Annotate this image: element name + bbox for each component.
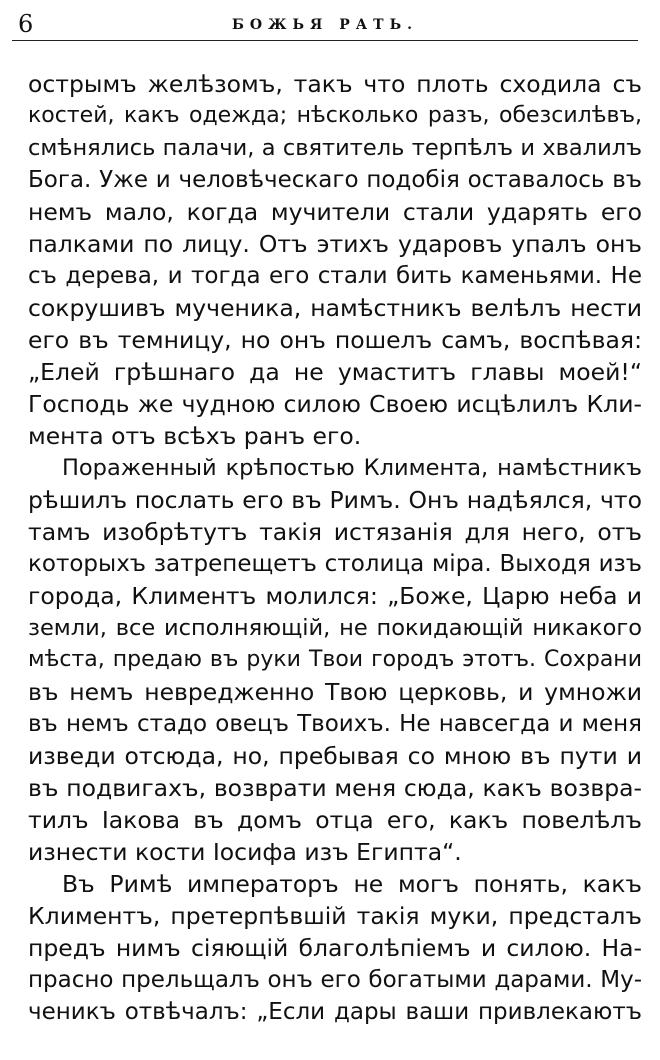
text-line: острымъ желѣзомъ, такъ что плоть сходила съ: [28, 70, 642, 98]
text-line: въ немъ невредженно Твою церковь, и умножи: [28, 678, 642, 706]
text-line: палками по лицу. Отъ этихъ ударовъ упалъ онъ: [28, 230, 642, 258]
text-line: изнести кости Іосифа изъ Египта“.: [28, 838, 462, 866]
text-line: Господь же чудною силою Своею исцѣлилъ Кли-: [28, 390, 642, 418]
text-line: земли, все исполняющій, не покидающій никакого: [28, 615, 642, 641]
text-line: Бога. Уже и человѣческаго подобія оставалось въ: [28, 167, 642, 193]
text-line: предъ нимъ сіяющій благолѣпіемъ и силою. На-: [28, 934, 642, 962]
text-line: изведи отсюда, но, пребывая со мною въ пути и: [28, 742, 642, 770]
text-line: которыхъ затрепещетъ столица міра. Выходя изъ: [28, 551, 642, 577]
page-number: 6: [18, 10, 34, 38]
text-line: сокрушивъ мученика, намѣстникъ велѣлъ нести: [28, 294, 642, 322]
header-rule: [12, 40, 638, 41]
text-line: мѣста, предаю въ руки Твои городъ этотъ. Сохрани: [28, 647, 642, 672]
text-line: съ дерева, и тогда его стали бить каменьями. Не: [28, 263, 642, 289]
text-line: Пораженный крѣпостью Климента, намѣстникъ: [62, 455, 642, 481]
text-line: рѣшилъ послать его въ Римъ. Онъ надѣялся, что: [28, 486, 642, 514]
running-head: БОЖЬЯ РАТЬ.: [231, 17, 419, 33]
text-line: Въ Римѣ императоръ не могъ понять, какъ: [62, 870, 642, 898]
text-line: „Елей грѣшнаго да не умаститъ главы моей!“: [28, 358, 642, 386]
text-line: Климентъ, претерпѣвшій такія муки, предсталъ: [28, 902, 642, 930]
text-line: мента отъ всѣхъ ранъ его.: [28, 422, 362, 450]
body-text: [28, 68, 642, 1028]
text-line: его въ темницу, но онъ пошелъ самъ, воспѣвая:: [28, 326, 642, 354]
text-line: въ немъ стадо овецъ Твоихъ. Не навсегда и меня: [28, 711, 642, 737]
text-line: тамъ изобрѣтутъ такія истязанія для него, отъ: [28, 518, 642, 546]
text-line: въ подвигахъ, возврати меня сюда, какъ возвра-: [28, 774, 642, 802]
text-line: прасно прельщалъ онъ его богатыми дарами. Му-: [28, 967, 642, 993]
page-header: [12, 4, 638, 40]
text-line: смѣнялись палачи, а святитель терпѣлъ и хвалилъ: [28, 135, 642, 161]
text-line: ченикъ отвѣчалъ: „Если дары ваши привлекаютъ: [28, 999, 642, 1025]
text-line: костей, какъ одежда; нѣсколько разъ, обезсилѣвъ,: [28, 103, 642, 128]
text-line: тилъ Іакова въ домъ отца его, какъ повелѣлъ: [28, 806, 642, 834]
text-line: немъ мало, когда мучители стали ударять его: [28, 198, 642, 226]
text-line: города, Климентъ молился: „Боже, Царю неба и: [28, 582, 642, 610]
